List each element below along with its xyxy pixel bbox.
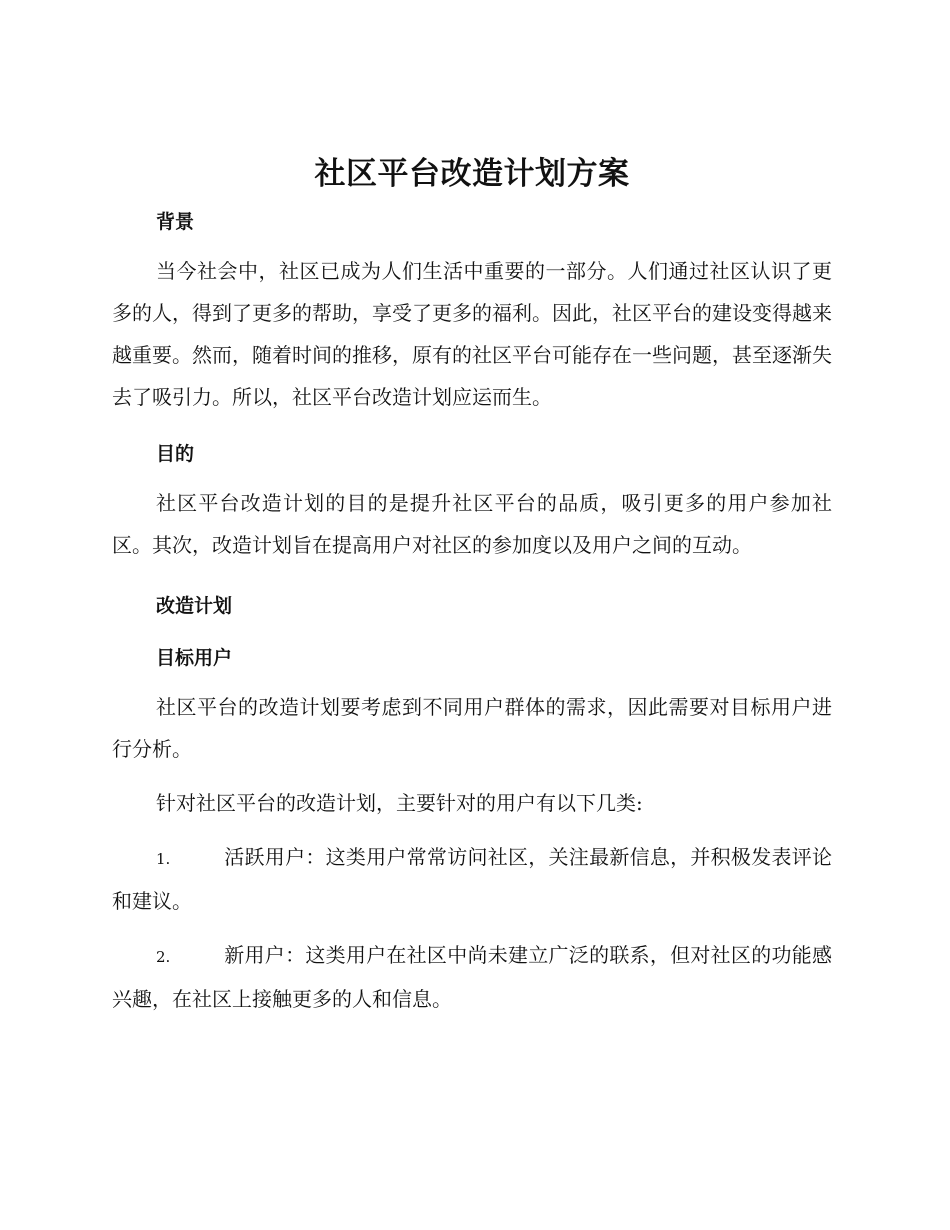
- list-item-number: 1.: [156, 850, 171, 868]
- subsection-heading-target-users: 目标用户: [156, 647, 233, 669]
- list-item-text: 新用户：这类用户在社区中尚未建立广泛的联系，但对社区的功能感兴趣，在社区上接触更多的人和信息。: [112, 943, 832, 1011]
- section-heading-background: 背景: [156, 211, 195, 233]
- section-heading-purpose: 目的: [156, 443, 195, 465]
- document-title: 社区平台改造计划方案: [314, 156, 630, 192]
- list-item: [112, 934, 832, 1020]
- list-item-text: 活跃用户：这类用户常常访问社区，关注最新信息，并积极发表评论和建议。: [112, 845, 832, 913]
- section-heading-plan: 改造计划: [156, 595, 233, 617]
- purpose-paragraph: 社区平台改造计划的目的是提升社区平台的品质，吸引更多的用户参加社区。其次，改造计划旨在提高用户对社区的参加度以及用户之间的互动。: [112, 491, 832, 557]
- document-content: [112, 150, 832, 1020]
- background-paragraph: 当今社会中，社区已成为人们生活中重要的一部分。人们通过社区认识了更多的人，得到了更多的帮助，享受了更多的福利。因此，社区平台的建设变得越来越重要。然而，随着时间的推移，原有的社区平台可能存在一些问题，甚至逐渐失去了吸引力。所以，社区平台改造计划应运而生。: [112, 259, 832, 409]
- user-types-intro: 针对社区平台的改造计划，主要针对的用户有以下几类:: [156, 791, 643, 815]
- list-item-number: 2.: [156, 948, 171, 966]
- target-users-paragraph: 社区平台的改造计划要考虑到不同用户群体的需求，因此需要对目标用户进行分析。: [112, 695, 832, 761]
- list-item: [112, 836, 832, 922]
